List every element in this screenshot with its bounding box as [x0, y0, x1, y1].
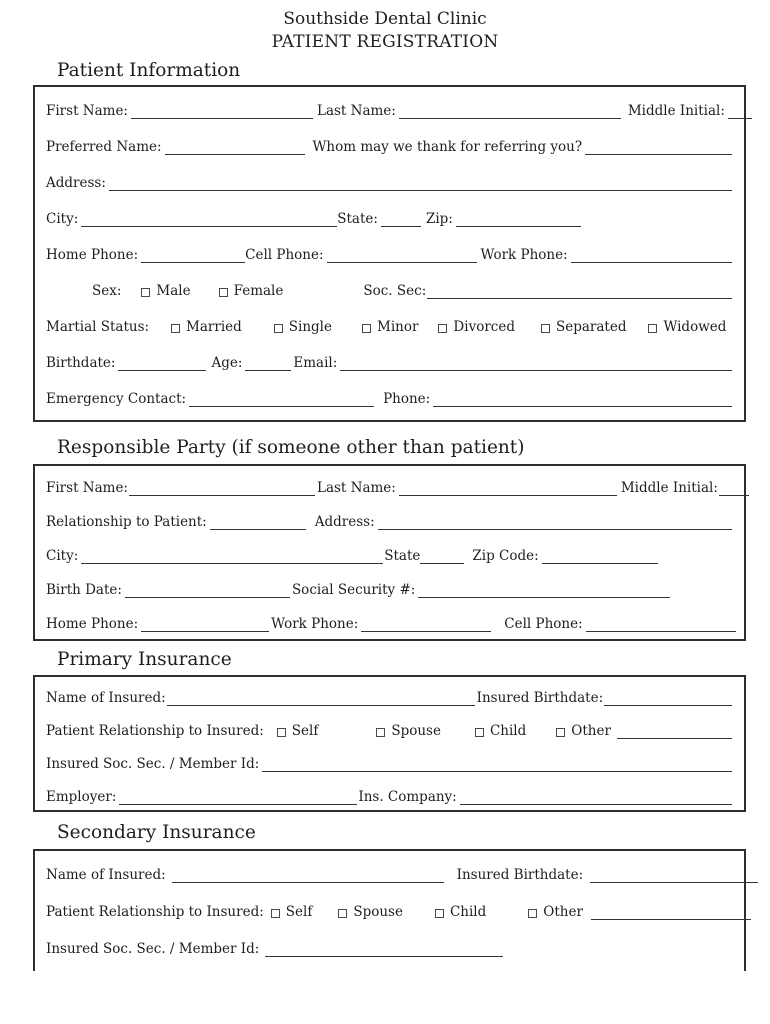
widowed-label: Widowed — [663, 319, 727, 335]
cell-phone-label: Cell Phone: — [245, 247, 324, 263]
si-self-option[interactable] — [271, 904, 313, 920]
rp-last-name-label: Last Name: — [316, 480, 396, 496]
secondary-insurance-section — [33, 849, 746, 971]
pi-relationship-label: Patient Relationship to Insured: — [46, 723, 264, 739]
married-label: Married — [186, 319, 242, 335]
rp-address-label: Address: — [314, 514, 375, 530]
checkbox-icon[interactable] — [171, 324, 180, 333]
si-child-option[interactable] — [435, 904, 486, 920]
si-member-id-field[interactable] — [265, 943, 503, 957]
rp-home-phone-label: Home Phone: — [46, 616, 139, 632]
emergency-phone-field[interactable] — [433, 393, 732, 407]
child-label: Child — [449, 904, 487, 920]
sex-male-option[interactable] — [141, 283, 190, 299]
zip-field[interactable] — [456, 213, 581, 227]
checkbox-icon[interactable] — [338, 909, 347, 918]
patient-information-section — [33, 85, 746, 422]
rp-birth-date-label: Birth Date: — [46, 582, 122, 598]
checkbox-icon[interactable] — [556, 728, 565, 737]
spouse-label: Spouse — [391, 723, 441, 739]
age-field[interactable] — [245, 357, 291, 371]
separated-label: Separated — [555, 319, 627, 335]
sex-female-option[interactable] — [219, 283, 284, 299]
si-name-of-insured-field[interactable] — [172, 869, 444, 883]
rp-social-security-field[interactable] — [418, 584, 670, 598]
work-phone-label: Work Phone: — [480, 247, 568, 263]
si-other-field[interactable] — [591, 906, 751, 920]
marital-status-label: Martial Status: — [46, 319, 150, 335]
pi-child-option[interactable] — [475, 723, 526, 739]
form-row — [46, 198, 732, 234]
responsible-party-heading: Responsible Party (if someone other than patient) — [57, 437, 525, 458]
rp-last-name-field[interactable] — [399, 482, 617, 496]
rp-home-phone-field[interactable] — [141, 618, 269, 632]
home-phone-label: Home Phone: — [46, 247, 139, 263]
form-row — [46, 234, 732, 270]
spouse-label: Spouse — [353, 904, 403, 920]
form-row — [46, 90, 732, 126]
form-row — [46, 713, 732, 746]
si-other-option[interactable] — [528, 904, 583, 920]
si-spouse-option[interactable] — [338, 904, 403, 920]
form-row — [46, 342, 732, 378]
rp-address-field[interactable] — [378, 516, 732, 530]
soc-sec-label: Soc. Sec: — [363, 283, 427, 299]
rp-social-security-label: Social Security #: — [291, 582, 416, 598]
responsible-party-section — [33, 464, 746, 641]
form-row — [46, 126, 732, 162]
rp-first-name-label: First Name: — [46, 480, 128, 496]
rp-relationship-field[interactable] — [210, 516, 306, 530]
marital-married-option[interactable] — [171, 319, 242, 335]
pi-ins-company-label: Ins. Company: — [358, 789, 457, 805]
self-label: Self — [285, 904, 313, 920]
rp-state-label: State — [384, 548, 421, 564]
last-name-label: Last Name: — [316, 103, 396, 119]
birthdate-field[interactable] — [118, 357, 206, 371]
marital-single-option[interactable] — [274, 319, 332, 335]
marital-widowed-option[interactable] — [648, 319, 726, 335]
address-label: Address: — [46, 175, 106, 191]
emergency-contact-field[interactable] — [189, 393, 374, 407]
single-label: Single — [288, 319, 332, 335]
checkbox-icon[interactable] — [277, 728, 286, 737]
first-name-label: First Name: — [46, 103, 128, 119]
secondary-insurance-heading: Secondary Insurance — [57, 822, 256, 843]
form-row — [46, 890, 732, 927]
rp-city-label: City: — [46, 548, 79, 564]
zip-label: Zip: — [425, 211, 453, 227]
first-name-field[interactable] — [131, 105, 313, 119]
si-member-id-label: Insured Soc. Sec. / Member Id: — [46, 941, 260, 957]
pi-name-of-insured-field[interactable] — [167, 692, 475, 706]
checkbox-icon[interactable] — [271, 909, 280, 918]
other-label: Other — [571, 723, 611, 739]
form-row — [46, 306, 732, 342]
self-label: Self — [291, 723, 319, 739]
form-row — [46, 571, 732, 605]
address-field[interactable] — [109, 177, 732, 191]
checkbox-icon[interactable] — [435, 909, 444, 918]
pi-other-field[interactable] — [617, 725, 732, 739]
rp-state-field[interactable] — [420, 550, 464, 564]
rp-cell-phone-label: Cell Phone: — [504, 616, 583, 632]
rp-birth-date-field[interactable] — [125, 584, 290, 598]
preferred-name-field[interactable] — [165, 141, 305, 155]
pi-ins-company-field[interactable] — [460, 791, 732, 805]
soc-sec-field[interactable] — [427, 285, 732, 299]
city-label: City: — [46, 211, 79, 227]
rp-work-phone-field[interactable] — [361, 618, 491, 632]
checkbox-icon[interactable] — [528, 909, 537, 918]
female-label: Female — [233, 283, 284, 299]
si-insured-birthdate-field[interactable] — [590, 869, 758, 883]
form-row — [46, 537, 732, 571]
pi-spouse-option[interactable] — [376, 723, 441, 739]
form-row — [46, 605, 732, 639]
preferred-name-label: Preferred Name: — [46, 139, 162, 155]
rp-cell-phone-field[interactable] — [586, 618, 736, 632]
form-row — [46, 378, 732, 414]
pi-insured-birthdate-label: Insured Birthdate: — [476, 690, 604, 706]
email-field[interactable] — [340, 357, 732, 371]
checkbox-icon[interactable] — [141, 288, 150, 297]
form-row — [46, 469, 732, 503]
rp-work-phone-label: Work Phone: — [271, 616, 359, 632]
form-row — [46, 680, 732, 713]
si-relationship-label: Patient Relationship to Insured: — [46, 904, 264, 920]
marital-minor-option[interactable] — [362, 319, 418, 335]
pi-employer-label: Employer: — [46, 789, 117, 805]
rp-zip-code-label: Zip Code: — [472, 548, 539, 564]
birthdate-label: Birthdate: — [46, 355, 116, 371]
pi-employer-field[interactable] — [119, 791, 357, 805]
child-label: Child — [489, 723, 527, 739]
si-name-of-insured-label: Name of Insured: — [46, 867, 166, 883]
rp-middle-initial-label: Middle Initial: — [620, 480, 718, 496]
primary-insurance-heading: Primary Insurance — [57, 649, 232, 670]
marital-separated-option[interactable] — [541, 319, 627, 335]
referral-field[interactable] — [585, 141, 732, 155]
rp-relationship-label: Relationship to Patient: — [46, 514, 207, 530]
checkbox-icon[interactable] — [475, 728, 484, 737]
other-label: Other — [543, 904, 583, 920]
checkbox-icon[interactable] — [541, 324, 550, 333]
pi-name-of-insured-label: Name of Insured: — [46, 690, 166, 706]
sex-label: Sex: — [92, 283, 122, 299]
primary-insurance-section — [33, 675, 746, 812]
work-phone-field[interactable] — [571, 249, 732, 263]
email-label: Email: — [293, 355, 338, 371]
clinic-name: Southside Dental Clinic — [283, 9, 487, 29]
emergency-contact-label: Emergency Contact: — [46, 391, 187, 407]
city-field[interactable] — [81, 213, 337, 227]
middle-initial-field[interactable] — [728, 105, 752, 119]
checkbox-icon[interactable] — [376, 728, 385, 737]
marital-divorced-option[interactable] — [438, 319, 515, 335]
state-field[interactable] — [381, 213, 421, 227]
rp-first-name-field[interactable] — [129, 482, 315, 496]
cell-phone-field[interactable] — [327, 249, 477, 263]
referral-label: Whom may we thank for referring you? — [312, 139, 583, 155]
rp-city-field[interactable] — [81, 550, 383, 564]
si-insured-birthdate-label: Insured Birthdate: — [456, 867, 584, 883]
middle-initial-label: Middle Initial: — [627, 103, 725, 119]
rp-middle-initial-field[interactable] — [719, 482, 749, 496]
divorced-label: Divorced — [453, 319, 515, 335]
checkbox-icon[interactable] — [648, 324, 657, 333]
rp-zip-code-field[interactable] — [542, 550, 658, 564]
form-row — [46, 503, 732, 537]
state-label: State: — [337, 211, 378, 227]
form-row — [46, 853, 732, 890]
home-phone-field[interactable] — [141, 249, 245, 263]
age-label: Age: — [211, 355, 243, 371]
pi-insured-birthdate-field[interactable] — [604, 692, 732, 706]
form-header — [0, 0, 770, 54]
checkbox-icon[interactable] — [438, 324, 447, 333]
pi-other-option[interactable] — [556, 723, 611, 739]
emergency-phone-label: Phone: — [383, 391, 431, 407]
pi-member-id-field[interactable] — [262, 758, 732, 772]
form-row — [46, 270, 732, 306]
checkbox-icon[interactable] — [219, 288, 228, 297]
checkbox-icon[interactable] — [362, 324, 371, 333]
male-label: Male — [156, 283, 191, 299]
form-row — [46, 746, 732, 779]
patient-information-heading: Patient Information — [57, 60, 241, 81]
pi-member-id-label: Insured Soc. Sec. / Member Id: — [46, 756, 260, 772]
minor-label: Minor — [377, 319, 419, 335]
form-row — [46, 927, 732, 964]
checkbox-icon[interactable] — [274, 324, 283, 333]
last-name-field[interactable] — [399, 105, 621, 119]
form-row — [46, 162, 732, 198]
pi-self-option[interactable] — [277, 723, 319, 739]
form-title: PATIENT REGISTRATION — [271, 32, 499, 52]
form-row — [46, 779, 732, 812]
